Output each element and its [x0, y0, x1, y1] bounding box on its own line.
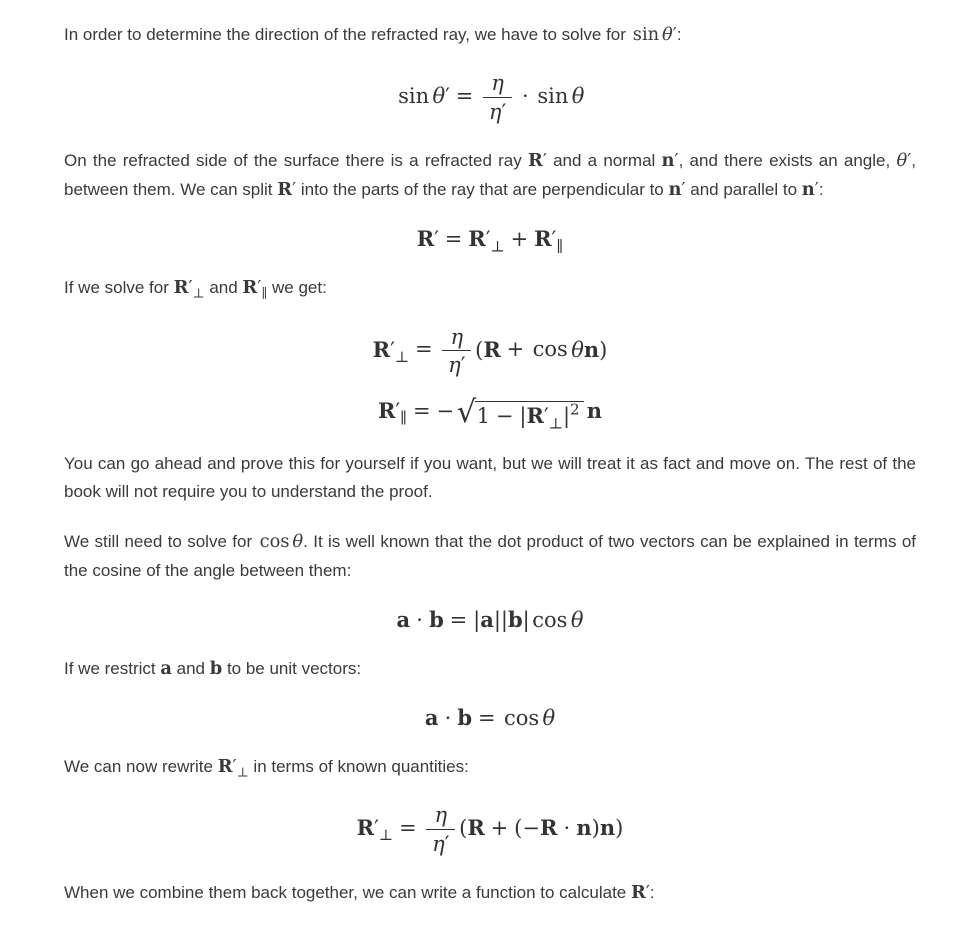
math-token: |: [562, 403, 571, 428]
math-token: |: [522, 607, 530, 632]
fraction-denominator: [426, 830, 455, 856]
text-run: , and there exists an angle,: [678, 150, 897, 170]
math-token: ⋅: [444, 705, 452, 730]
math-token: −: [436, 399, 455, 424]
math-token: =: [455, 84, 474, 109]
math-token: R: [173, 277, 189, 299]
math-token: R: [527, 149, 543, 171]
inline-math: [669, 179, 686, 200]
math-token: ′: [814, 179, 819, 201]
math-token: b: [429, 606, 444, 632]
math-token: R: [534, 226, 552, 252]
inline-math: [802, 179, 819, 200]
math-token: ′: [292, 179, 297, 201]
perpendicular-component-formula: [64, 325, 916, 378]
math-subscript: ∥: [261, 286, 268, 302]
math-token: sin: [632, 24, 660, 45]
math-token: ′: [188, 277, 193, 299]
math-token: θ: [570, 607, 584, 632]
inline-math: [662, 150, 679, 171]
math-token: R: [416, 226, 435, 252]
math-token: ′: [501, 99, 507, 124]
math-token: R: [277, 179, 293, 201]
math-subscript: ⊥: [548, 413, 563, 432]
math-token: ): [599, 337, 608, 362]
text-run: :: [676, 25, 682, 44]
math-subscript: ∥: [556, 237, 564, 256]
math-token: R: [468, 226, 486, 252]
dot-product-formula: [64, 607, 916, 632]
inline-math: [631, 882, 650, 903]
math-token: n: [599, 814, 616, 840]
fraction-numerator: [426, 803, 455, 830]
text-run: We still need to solve for: [64, 532, 258, 552]
math-token: θ: [571, 84, 585, 109]
square-root-body: [475, 400, 584, 432]
math-token: =: [477, 705, 496, 730]
math-token: θ: [542, 705, 556, 730]
math-token: |: [519, 403, 527, 428]
math-token: R: [217, 755, 233, 777]
text-run: :: [818, 180, 824, 200]
inline-math: [896, 150, 911, 171]
math-token: R: [372, 336, 391, 362]
inline-math: [217, 755, 249, 781]
math-token: =: [414, 337, 433, 362]
math-token: −: [495, 403, 514, 428]
math-token: ′: [672, 24, 677, 45]
text-run: to be unit vectors:: [222, 658, 362, 678]
math-token: (−: [514, 815, 540, 840]
math-token: |: [473, 607, 481, 632]
text-run: We can now rewrite: [64, 756, 218, 776]
math-token: R: [526, 402, 544, 428]
math-fraction: [426, 803, 455, 856]
math-square-root: [456, 395, 585, 432]
math-token: sin: [537, 84, 569, 109]
math-subscript: ⊥: [192, 286, 205, 302]
math-token: a: [424, 704, 439, 730]
math-token: R: [467, 814, 485, 840]
text-run: in terms of known quantities:: [248, 756, 469, 776]
prove-yourself-paragraph: [64, 450, 916, 506]
math-token: b: [457, 704, 473, 730]
math-token: (: [459, 815, 468, 840]
math-token: θ: [432, 84, 446, 109]
math-token: =: [444, 227, 463, 252]
math-token: =: [413, 399, 431, 424]
radical-sign: √: [456, 395, 477, 431]
math-fraction: [483, 71, 512, 124]
math-token: =: [449, 607, 468, 632]
math-token: ⋅: [563, 815, 571, 840]
intro-paragraph: [64, 20, 916, 49]
text-run: You can go ahead and prove this for yourself if you want, but we will treat it as fact and move on. The rest of the book will not require you to understand the proof.: [64, 453, 916, 501]
math-token: +: [510, 227, 529, 252]
math-token: cos: [532, 337, 568, 362]
solve-components-paragraph: [64, 273, 916, 302]
math-token: +: [490, 815, 509, 840]
math-token: R: [356, 814, 375, 840]
fraction-numerator: [483, 71, 512, 98]
math-token: ′: [434, 227, 439, 252]
math-token: ′: [395, 399, 401, 424]
ray-split-formula: [64, 226, 916, 256]
inline-math: [528, 150, 547, 171]
text-run: When we combine them back together, we can write a function to calculate: [64, 882, 631, 902]
math-token: ): [591, 815, 600, 840]
snell-sin-formula: [64, 71, 916, 124]
math-token: a: [480, 606, 494, 632]
math-token: ′: [645, 881, 650, 903]
math-token: ′: [674, 149, 679, 171]
fraction-denominator: [442, 351, 471, 377]
math-token: b: [507, 606, 523, 632]
text-run: If we solve for: [64, 278, 174, 298]
math-token: η: [491, 71, 504, 96]
math-token: R: [483, 336, 501, 362]
math-token: =: [399, 815, 417, 840]
text-run: If we restrict: [64, 658, 161, 678]
math-token: ): [615, 815, 624, 840]
math-token: +: [506, 337, 525, 362]
math-subscript: ⊥: [394, 347, 410, 366]
math-token: θ: [292, 531, 304, 553]
math-token: ′: [681, 179, 686, 201]
math-token: ′: [485, 227, 491, 252]
math-token: (: [475, 337, 484, 362]
unit-dot-product-formula: [64, 705, 916, 730]
math-token: n: [801, 179, 815, 201]
math-token: a: [396, 606, 411, 632]
dot-product-paragraph: [64, 527, 916, 584]
math-token: ′: [551, 227, 557, 252]
inline-math: [277, 179, 296, 200]
math-token: R: [539, 814, 558, 840]
math-token: a: [160, 657, 172, 679]
rewritten-perpendicular-formula: [64, 803, 916, 856]
text-run: we get:: [267, 278, 327, 298]
math-token: ||: [493, 607, 508, 632]
math-superscript: 2: [570, 400, 580, 419]
math-token: η: [448, 353, 461, 378]
inline-math: [257, 531, 303, 552]
math-token: θ: [896, 149, 908, 171]
math-token: n: [586, 398, 603, 424]
math-token: n: [661, 149, 675, 171]
rewrite-paragraph: [64, 752, 916, 781]
math-subscript: ⊥: [378, 826, 394, 845]
math-token: b: [209, 657, 223, 679]
math-token: sin: [398, 84, 430, 109]
math-token: ′: [232, 755, 237, 777]
math-token: ′: [543, 403, 549, 428]
math-token: θ: [571, 337, 584, 362]
math-fraction: [442, 325, 471, 378]
math-token: n: [576, 814, 592, 840]
math-token: ′: [444, 831, 450, 856]
math-token: n: [668, 179, 682, 201]
math-subscript: ∥: [400, 409, 408, 428]
combine-paragraph: [64, 878, 916, 907]
text-run: into the parts of the ray that are perpendicular to: [296, 180, 669, 200]
math-token: η: [488, 99, 502, 124]
math-token: η: [434, 803, 448, 828]
math-subscript: ⊥: [490, 237, 505, 256]
math-token: cos: [259, 531, 290, 553]
math-token: ′: [460, 353, 466, 378]
math-token: ′: [390, 337, 395, 362]
text-run: and: [171, 658, 210, 678]
fraction-numerator: [442, 325, 471, 352]
math-token: R: [242, 277, 258, 299]
math-token: n: [583, 336, 600, 362]
text-run: . It is well known that the dot product of two vectors can be explained in terms of the cosine of the angle between them:: [64, 532, 916, 580]
math-token: ′: [542, 149, 547, 171]
text-run: :: [649, 882, 655, 902]
math-token: ′: [445, 84, 450, 109]
inline-math: [631, 24, 677, 45]
unit-vectors-paragraph: [64, 654, 916, 683]
math-token: θ: [662, 24, 673, 45]
text-run: and a normal: [546, 150, 662, 170]
text-run: In order to determine the direction of the refracted ray, we have to solve for: [64, 25, 631, 44]
math-token: η: [432, 831, 445, 856]
math-token: ′: [907, 149, 912, 171]
math-token: ′: [374, 815, 379, 840]
math-token: R: [377, 398, 396, 424]
document-content: [64, 20, 916, 907]
refracted-side-paragraph: [64, 146, 916, 205]
math-token: ⋅: [521, 84, 529, 109]
fraction-denominator: [483, 98, 512, 124]
math-token: cos: [503, 705, 540, 730]
text-run: On the refracted side of the surface there is a refracted ray: [64, 150, 528, 170]
text-run: and: [204, 278, 243, 298]
math-token: R: [630, 881, 646, 903]
math-subscript: ⊥: [236, 765, 249, 781]
math-token: 1: [476, 403, 491, 428]
inline-math: [160, 658, 172, 679]
math-token: cos: [532, 607, 568, 632]
math-token: ⋅: [416, 607, 424, 632]
text-run: , between them. We can split: [64, 150, 916, 200]
parallel-component-formula: [64, 395, 916, 432]
inline-math: [242, 277, 268, 302]
inline-math: [173, 277, 205, 302]
math-token: ′: [257, 277, 262, 299]
math-token: η: [450, 324, 464, 349]
inline-math: [210, 658, 222, 679]
text-run: and parallel to: [685, 180, 802, 200]
